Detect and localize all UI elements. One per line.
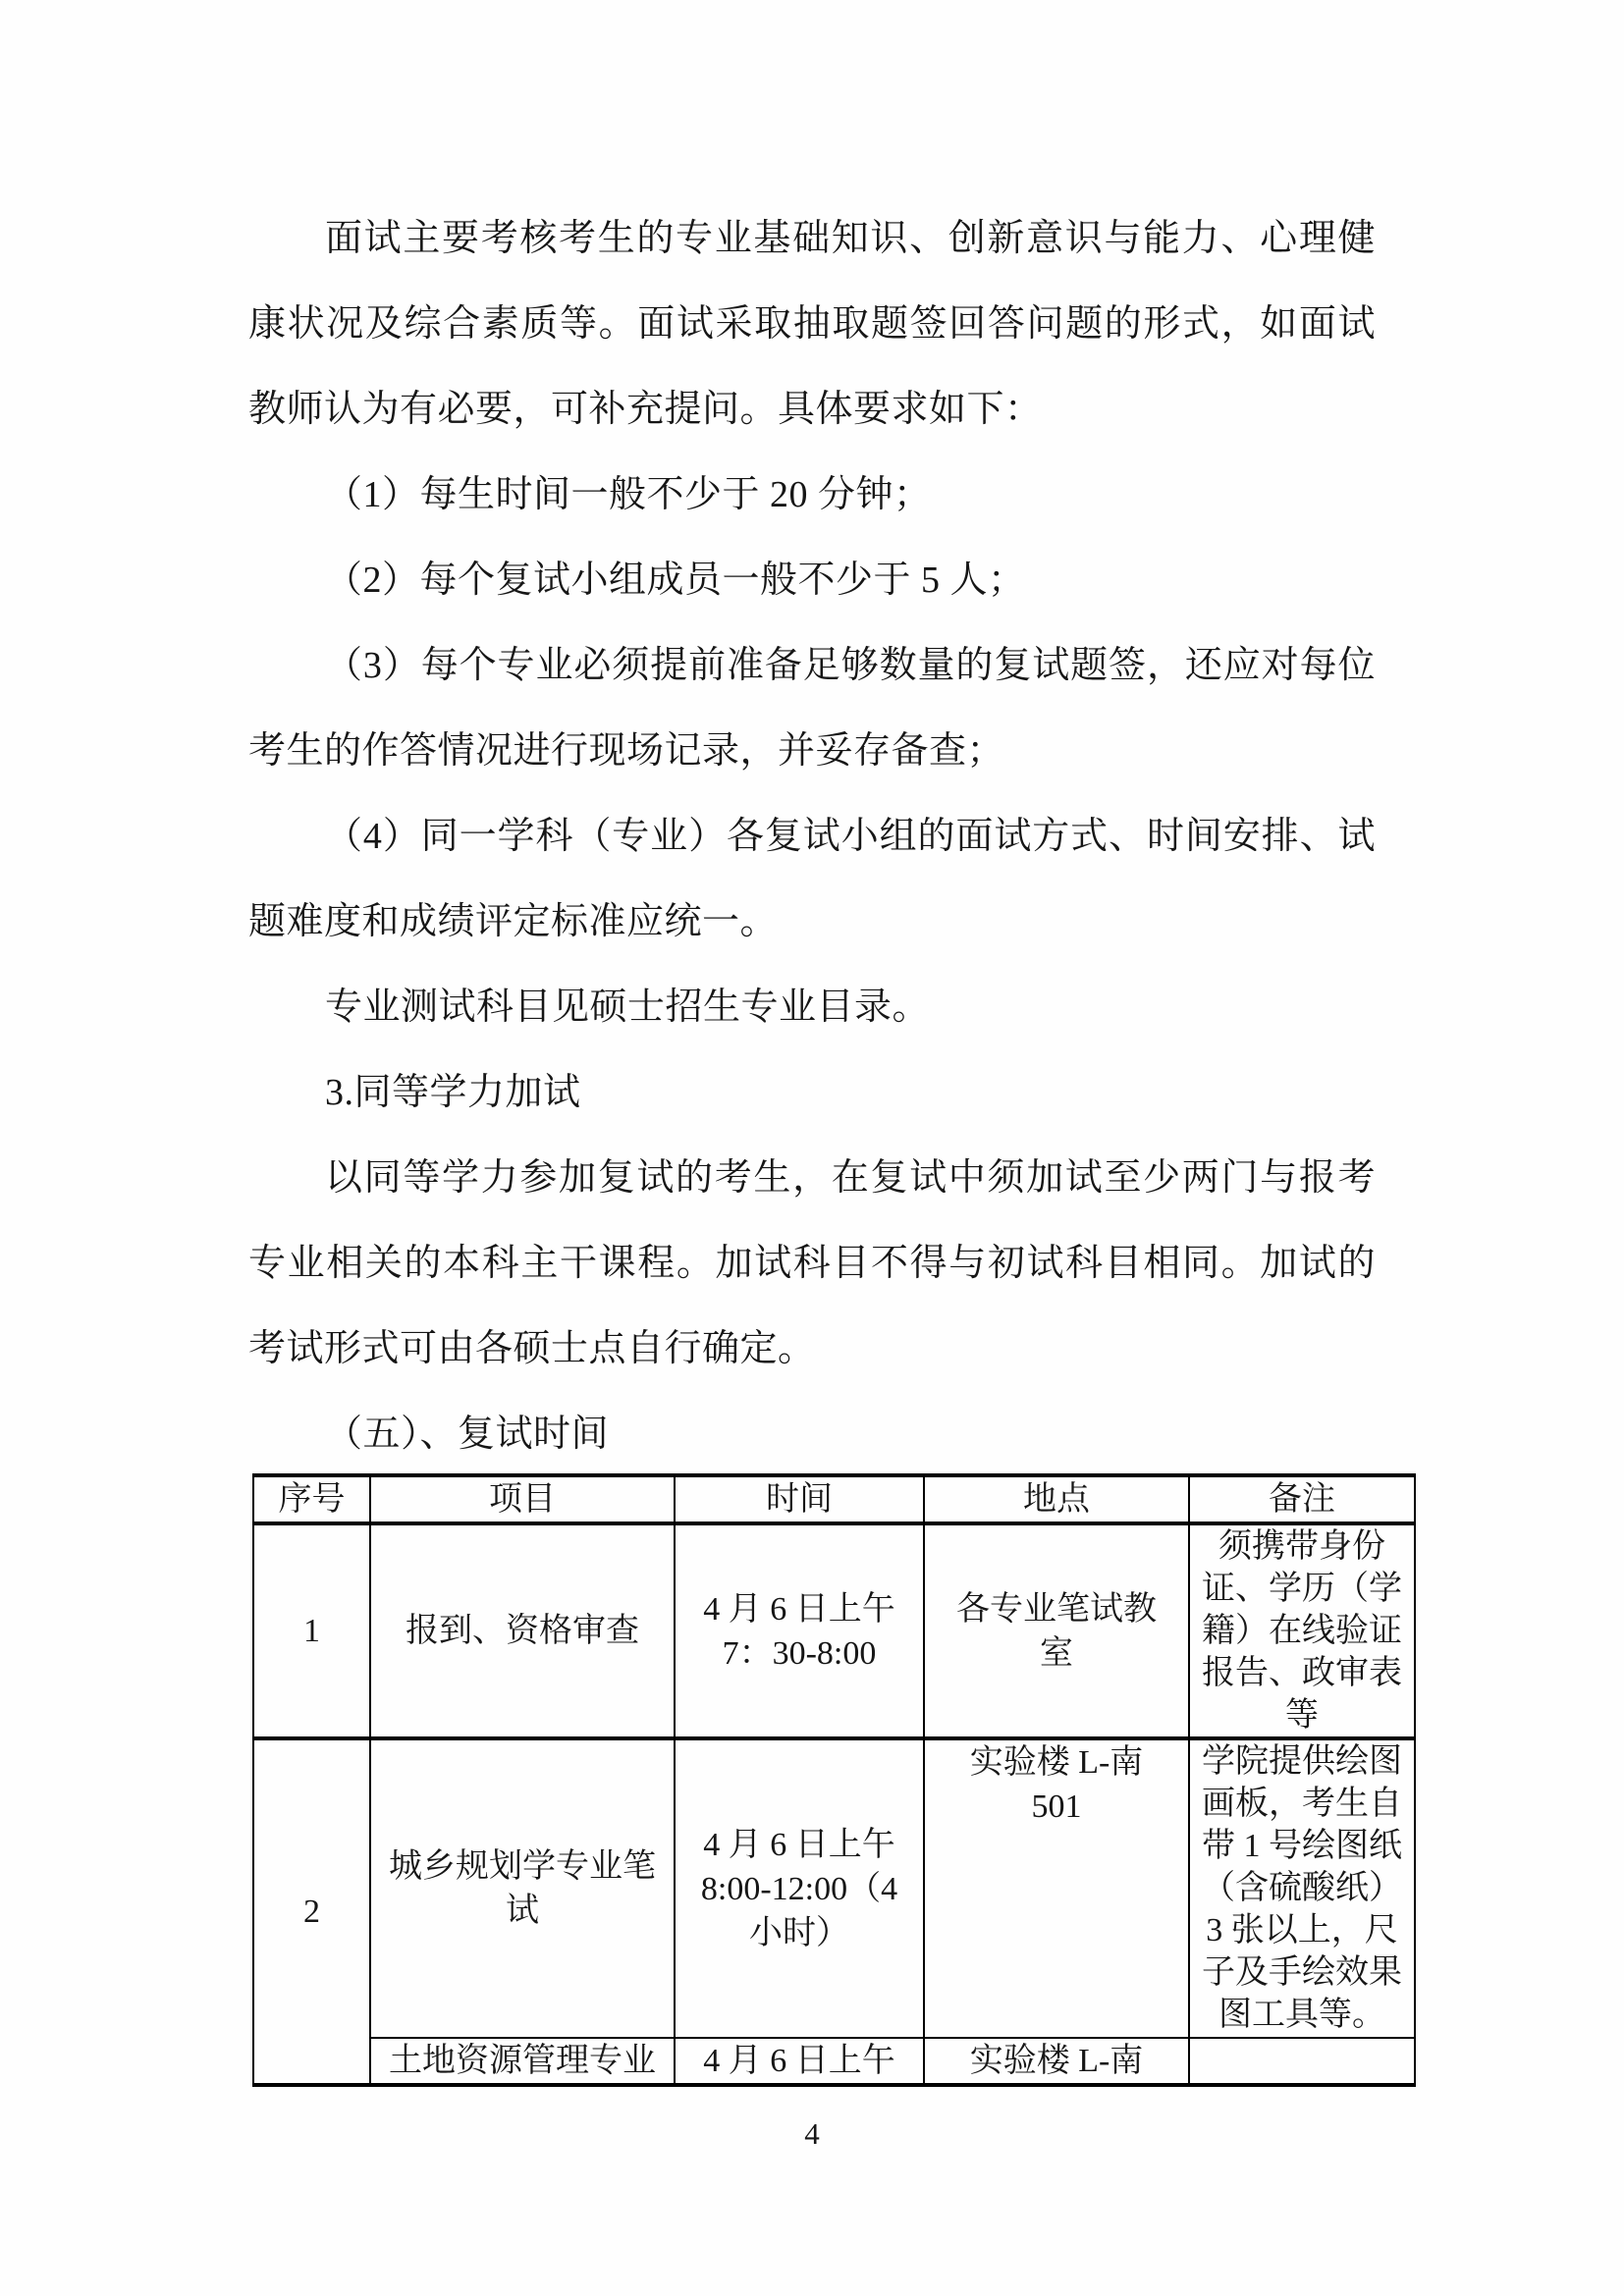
cell-seq-1: 1 (253, 1523, 370, 1738)
paragraph-requirement-3: （3）每个专业必须提前准备足够数量的复试题签，还应对每位考生的作答情况进行现场记录，并妥存备查； (248, 645, 1376, 772)
paragraph-requirement-2: （2）每个复试小组成员一般不少于 5 人； (325, 560, 1026, 601)
header-seq: 序号 (253, 1475, 370, 1523)
cell-seq-2: 2 (253, 1738, 370, 2085)
cell-place-land-resource: 实验楼 L-南 (924, 2038, 1189, 2085)
paragraph-requirement-1: （1）每生时间一般不少于 20 分钟； (325, 474, 932, 515)
cell-item-land-resource: 土地资源管理专业 (370, 2038, 675, 2085)
paragraph-requirement-4: （4）同一学科（专业）各复试小组的面试方式、时间安排、试题难度和成绩评定标准应统一。 (248, 816, 1376, 942)
cell-note-land-resource (1189, 2038, 1415, 2085)
cell-time-planning-exam: 4 月 6 日上午 8:00-12:00（4 小时） (675, 1738, 924, 2038)
header-note: 备注 (1189, 1475, 1415, 1523)
table-header-row (253, 1475, 1415, 1523)
paragraph-equivalent-heading: 3.同等学力加试 (325, 1072, 581, 1113)
retest-schedule (252, 1473, 1416, 2087)
header-time: 时间 (675, 1475, 924, 1523)
cell-item-planning-exam: 城乡规划学专业笔 试 (370, 1738, 675, 2038)
cell-time-registration: 4 月 6 日上午 7：30-8:00 (675, 1523, 924, 1738)
header-place: 地点 (924, 1475, 1189, 1523)
table-row-registration (253, 1523, 1415, 1738)
table-row-planning-exam (253, 1738, 1415, 2038)
cell-place-registration: 各专业笔试教 室 (924, 1523, 1189, 1738)
section-heading-retest-time: （五）、复试时间 (325, 1414, 610, 1455)
cell-note-planning-exam: 学院提供绘图 画板，考生自 带 1 号绘图纸 （含硫酸纸） 3 张以上，尺 子及手绘效果 图工具等。 (1189, 1738, 1415, 2038)
schedule-table (252, 1473, 1416, 2087)
cell-note-registration: 须携带身份 证、学历（学 籍）在线验证 报告、政审表 等 (1189, 1523, 1415, 1738)
paragraph-subject-catalog: 专业测试科目见硕士招生专业目录。 (325, 987, 931, 1028)
cell-time-land-resource: 4 月 6 日上午 (675, 2038, 924, 2085)
page-number: 4 (804, 2116, 820, 2151)
table-row-land-resource (253, 2038, 1415, 2085)
cell-place-planning-exam: 实验楼 L-南 501 (924, 1738, 1189, 2038)
paragraph-equivalent-detail: 以同等学力参加复试的考生，在复试中须加试至少两门与报考专业相关的本科主干课程。加试科目不得与初试科目相同。加试的考试形式可由各硕士点自行确定。 (248, 1157, 1376, 1369)
cell-item-registration: 报到、资格审查 (370, 1523, 675, 1738)
header-item: 项目 (370, 1475, 675, 1523)
paragraph-interview-intro: 面试主要考核考生的专业基础知识、创新意识与能力、心理健康状况及综合素质等。面试采取抽取题签回答问题的形式，如面试教师认为有必要，可补充提问。具体要求如下： (248, 218, 1376, 430)
body-text (248, 196, 1376, 1477)
